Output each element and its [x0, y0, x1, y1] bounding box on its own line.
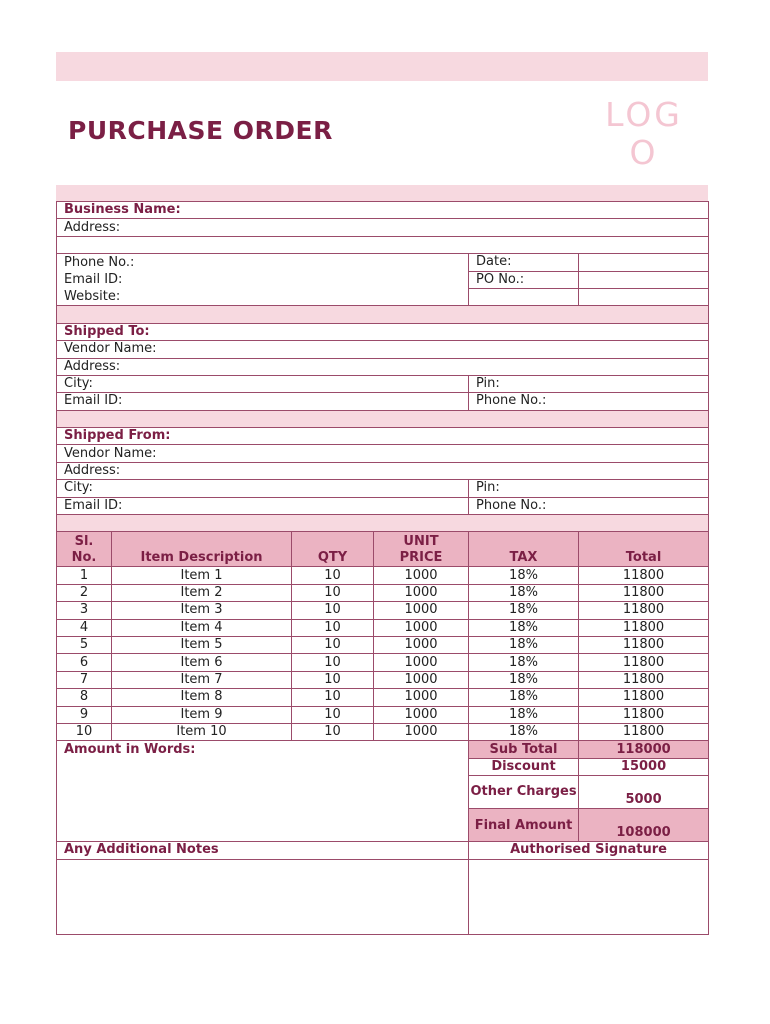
cell-sl-no: 4 — [57, 619, 112, 636]
cell-qty: 10 — [292, 654, 374, 671]
cell-total: 11800 — [579, 567, 709, 584]
cell-sl-no: 3 — [57, 602, 112, 619]
cell-qty: 10 — [292, 584, 374, 601]
cell-unit-price: 1000 — [374, 723, 469, 740]
cell-total: 11800 — [579, 619, 709, 636]
cell-item-description: Item 6 — [112, 654, 292, 671]
cell-total: 11800 — [579, 636, 709, 653]
cell-tax: 18% — [469, 706, 579, 723]
business-address-line[interactable] — [57, 236, 709, 253]
cell-item-description: Item 9 — [112, 706, 292, 723]
date-value[interactable] — [579, 254, 709, 271]
item-rows — [57, 567, 709, 741]
cell-unit-price: 1000 — [374, 602, 469, 619]
cell-tax: 18% — [469, 723, 579, 740]
cell-unit-price: 1000 — [374, 671, 469, 688]
po-number-label: PO No.: — [469, 271, 579, 288]
additional-notes-label: Any Additional Notes — [57, 842, 469, 859]
shipped-from-city-label: City: — [57, 480, 469, 497]
cell-tax: 18% — [469, 671, 579, 688]
col-header-total: Total — [579, 532, 709, 567]
cell-unit-price: 1000 — [374, 689, 469, 706]
cell-qty: 10 — [292, 602, 374, 619]
cell-qty: 10 — [292, 723, 374, 740]
table-row — [57, 602, 709, 619]
po-number-value[interactable] — [579, 271, 709, 288]
cell-unit-price: 1000 — [374, 619, 469, 636]
subtotal-label: Sub Total — [469, 741, 579, 758]
shipped-to-heading: Shipped To: — [57, 323, 709, 340]
section-divider — [57, 515, 709, 532]
shipped-from-heading: Shipped From: — [57, 428, 709, 445]
col-header-item-description: Item Description — [112, 532, 292, 567]
cell-qty: 10 — [292, 619, 374, 636]
cell-total: 11800 — [579, 723, 709, 740]
other-charges-value: 5000 — [579, 776, 709, 809]
table-row — [57, 723, 709, 740]
cell-sl-no: 8 — [57, 689, 112, 706]
blank-cell — [469, 288, 579, 305]
cell-item-description: Item 7 — [112, 671, 292, 688]
final-amount-label: Final Amount — [469, 809, 579, 842]
cell-tax: 18% — [469, 636, 579, 653]
shipped-from-address-label: Address: — [57, 462, 709, 479]
cell-tax: 18% — [469, 602, 579, 619]
col-header-sl-no: Sl. No. — [57, 532, 112, 567]
cell-sl-no: 10 — [57, 723, 112, 740]
cell-item-description: Item 8 — [112, 689, 292, 706]
table-row — [57, 584, 709, 601]
other-charges-label: Other Charges — [469, 776, 579, 809]
business-email-label: Email ID: — [57, 271, 469, 288]
shipped-from-vendor-label: Vendor Name: — [57, 445, 709, 462]
additional-notes-field[interactable] — [57, 859, 469, 934]
table-row — [57, 654, 709, 671]
cell-tax: 18% — [469, 567, 579, 584]
cell-unit-price: 1000 — [374, 654, 469, 671]
shipped-to-vendor-label: Vendor Name: — [57, 341, 709, 358]
shipped-to-city-label: City: — [57, 375, 469, 392]
cell-sl-no: 6 — [57, 654, 112, 671]
business-address-label: Address: — [57, 219, 709, 236]
discount-label: Discount — [469, 758, 579, 775]
date-label: Date: — [469, 254, 579, 271]
shipped-to-pin-label: Pin: — [469, 375, 709, 392]
purchase-order-form — [56, 201, 709, 935]
section-band — [56, 185, 708, 201]
signature-field[interactable] — [469, 859, 709, 934]
cell-tax: 18% — [469, 654, 579, 671]
cell-sl-no: 5 — [57, 636, 112, 653]
discount-value: 15000 — [579, 758, 709, 775]
cell-unit-price: 1000 — [374, 567, 469, 584]
shipped-from-phone-label: Phone No.: — [469, 497, 709, 514]
shipped-from-email-label: Email ID: — [57, 497, 469, 514]
cell-sl-no: 2 — [57, 584, 112, 601]
col-header-qty: QTY — [292, 532, 374, 567]
cell-item-description: Item 3 — [112, 602, 292, 619]
blank-cell — [579, 288, 709, 305]
shipped-from-pin-label: Pin: — [469, 480, 709, 497]
cell-item-description: Item 2 — [112, 584, 292, 601]
shipped-to-phone-label: Phone No.: — [469, 393, 709, 410]
section-divider — [57, 410, 709, 427]
amount-in-words-label: Amount in Words: — [57, 741, 469, 758]
cell-qty: 10 — [292, 567, 374, 584]
business-phone-label: Phone No.: — [57, 254, 469, 271]
cell-tax: 18% — [469, 584, 579, 601]
cell-unit-price: 1000 — [374, 584, 469, 601]
cell-total: 11800 — [579, 584, 709, 601]
cell-sl-no: 7 — [57, 671, 112, 688]
amount-in-words-field[interactable] — [57, 758, 469, 841]
shipped-to-email-label: Email ID: — [57, 393, 469, 410]
cell-tax: 18% — [469, 689, 579, 706]
cell-sl-no: 1 — [57, 567, 112, 584]
cell-tax: 18% — [469, 619, 579, 636]
cell-qty: 10 — [292, 671, 374, 688]
section-divider — [57, 306, 709, 323]
table-row — [57, 619, 709, 636]
cell-unit-price: 1000 — [374, 706, 469, 723]
cell-unit-price: 1000 — [374, 636, 469, 653]
subtotal-value: 118000 — [579, 741, 709, 758]
cell-total: 11800 — [579, 654, 709, 671]
cell-item-description: Item 10 — [112, 723, 292, 740]
cell-total: 11800 — [579, 706, 709, 723]
table-row — [57, 671, 709, 688]
cell-total: 11800 — [579, 602, 709, 619]
cell-qty: 10 — [292, 689, 374, 706]
col-header-tax: TAX — [469, 532, 579, 567]
cell-qty: 10 — [292, 636, 374, 653]
logo-placeholder: LOGO — [605, 95, 683, 172]
authorised-signature-label: Authorised Signature — [469, 842, 709, 859]
business-name-label: Business Name: — [57, 202, 709, 219]
top-band — [56, 52, 708, 81]
cell-total: 11800 — [579, 689, 709, 706]
table-row — [57, 689, 709, 706]
shipped-to-address-label: Address: — [57, 358, 709, 375]
col-header-unit-price: UNIT PRICE — [374, 532, 469, 567]
cell-item-description: Item 4 — [112, 619, 292, 636]
cell-item-description: Item 1 — [112, 567, 292, 584]
business-website-label: Website: — [57, 288, 469, 305]
cell-qty: 10 — [292, 706, 374, 723]
cell-total: 11800 — [579, 671, 709, 688]
final-amount-value: 108000 — [579, 809, 709, 842]
cell-sl-no: 9 — [57, 706, 112, 723]
cell-item-description: Item 5 — [112, 636, 292, 653]
table-row — [57, 636, 709, 653]
table-row — [57, 706, 709, 723]
page-title: PURCHASE ORDER — [68, 116, 333, 145]
table-row — [57, 567, 709, 584]
